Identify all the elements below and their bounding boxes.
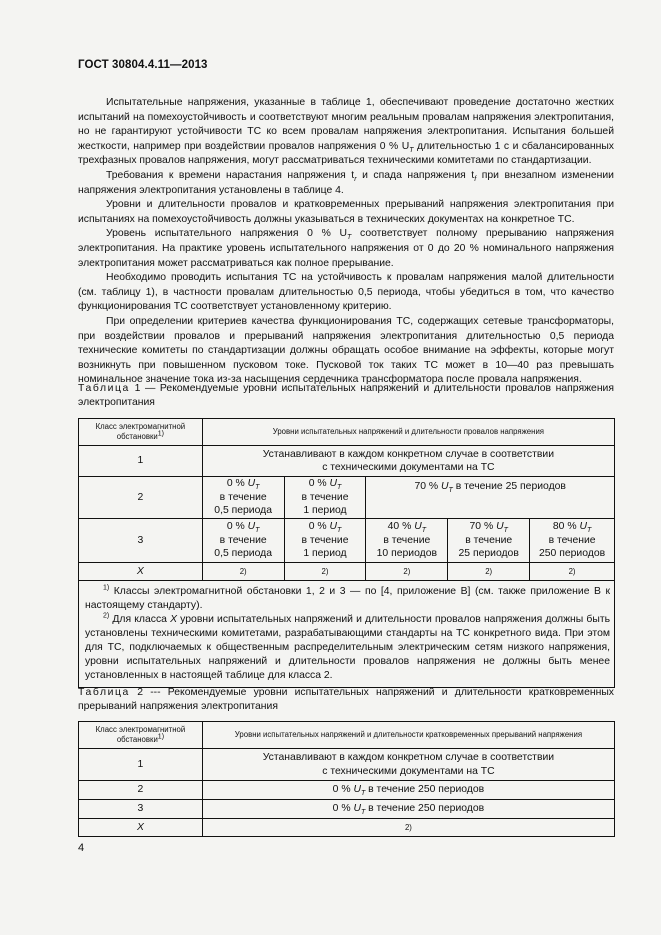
table-cell: 0 % $U_T$ в течение 1 период [284, 519, 366, 563]
table-row [79, 581, 615, 688]
document-header: ГОСТ 30804.4.11—2013 [78, 59, 208, 71]
table1-caption: Таблица 1 — Рекомендуемые уровни испытательных напряжений и длительности провалов напряжения электропитания [78, 383, 614, 408]
table-cell: 0 % $U_T$ в течение 250 периодов [202, 781, 614, 800]
table-row [79, 781, 615, 800]
table2-caption: Таблица 2 --- Рекомендуемые уровни испытательных напряжений и длительности кратковременных прерываний напряжения электропитания [78, 687, 614, 712]
table-cell: 2) [448, 563, 530, 581]
table-row [79, 819, 615, 837]
table1-col2-header: Уровни испытательных напряжений и длительности провалов напряжения [202, 419, 614, 446]
paragraph: При определении критериев качества функционирования ТС, содержащих сетевые трансформаторы, при воздействии провалов и прерываний напряжения электропитания длительностью 0,5 периода технические комитеты по стандартизации должны обращать особое внимание на эффекты, которые могут возникнуть при повышенном пусковом токе. Пусковой ток таких ТС может в 10—40 раз превышать номинальное значение тока из-за насыщения сердечника трансформатора после провала напряжения. [78, 315, 614, 386]
table1-footnotes: $^{1)}$ Классы электромагнитной обстановки 1, 2 и 3 — по [4, приложение B] (см. также приложение B к настоящему стандарту). $^{2)}$ Для класса X уровни испытательных напряжений и длительности провалов напряжения должны быть установлены техническими комитетами, разрабатывающими стандарты на ТС конкретного вида. При этом для ТС, подключаемых к общественным распределительным электрическим сетям низкого напряжения, уровни испытательных напряжений и длительности провалов напряжения не должны быть менее установленных в настоящей таблице для класса 2. [79, 581, 615, 688]
table-cell: 1 [79, 446, 203, 477]
table-cell: 70 % $U_T$ в течение 25 периодов [448, 519, 530, 563]
page-number: 4 [78, 842, 85, 854]
table-cell: 70 % $U_T$ в течение 25 периодов [366, 477, 615, 519]
table-cell: 0 % $U_T$ в течение 250 периодов [202, 800, 614, 819]
table-cell: 2 [79, 477, 203, 519]
table-row [79, 800, 615, 819]
table-cell: Устанавливают в каждом конкретном случае в соответствии с техническими документами на ТС [202, 749, 614, 781]
table-cell: 0 % $U_T$ в течение 0,5 периода [202, 519, 284, 563]
paragraph: Испытательные напряжения, указанные в таблице 1, обеспечивают проведение достаточно жестких испытаний на помехоустойчивость и соответствуют многим реальным провалам напряжения электропитания, но не гарантируют устойчивости ТС ко всем провалам напряжения электропитания. Испытания большей жесткости, например при воздействии провалов напряжения 0 % $U_T$ длительностью 1 с и сбалансированных трехфазных провалов напряжения, могут рассматриваться техническими комитетами по стандартизации. [78, 97, 614, 167]
table-cell: 3 [79, 800, 203, 819]
table-cell: 2 [79, 781, 203, 800]
table-cell: Устанавливают в каждом конкретном случае в соответствии с техническими документами на ТС [202, 446, 614, 477]
table-cell: 40 % $U_T$ в течение 10 периодов [366, 519, 448, 563]
table-cell: X [79, 563, 203, 581]
table-row [79, 519, 615, 563]
table2 [78, 721, 615, 837]
table-cell: 2) [202, 563, 284, 581]
table-cell: 0 % $U_T$ в течение 0,5 периода [202, 477, 284, 519]
table-cell: 2) [366, 563, 448, 581]
table-cell: 1 [79, 749, 203, 781]
table-row [79, 722, 615, 749]
paragraph: Необходимо проводить испытания ТС на устойчивость к провалам напряжения малой длительности (см. таблицу 1), в частности провалам длительностью 0,5 периода, чтобы убедиться в том, что качество функционирования ТС соответствует установленному критерию. [78, 272, 614, 313]
table2-col2-header: Уровни испытательных напряжений и длительности кратковременных прерываний напряжения [202, 722, 614, 749]
table1 [78, 418, 615, 688]
paragraph: Уровни и длительности провалов и кратковременных прерываний напряжения электропитания при испытаниях на помехоустойчивость должны указываться в технических документах на конкретное ТС. [78, 199, 614, 225]
paragraph: Требования к времени нарастания напряжения $t_r$ и спада напряжения $t_f$ при внезапном изменении напряжения электропитания установлены в таблице 4. [78, 169, 614, 196]
table-cell: 80 % $U_T$ в течение 250 периодов [530, 519, 615, 563]
table-row [79, 446, 615, 477]
table-cell: 2) [284, 563, 366, 581]
table-row [79, 419, 615, 446]
table-cell: 2) [530, 563, 615, 581]
table-row [79, 563, 615, 581]
table-cell: 2) [202, 819, 614, 837]
table-cell: X [79, 819, 203, 837]
table-row [79, 477, 615, 519]
table2-col1-header: Класс электромагнитной обстановки$^{1)}$ [79, 722, 203, 749]
body-text [78, 96, 614, 388]
paragraph: Уровень испытательного напряжения 0 % $U_T$ соответствует полному прерыванию напряжения электропитания. На практике уровень испытательного напряжения от 0 до 20 % номинального напряжения электропитания может рассматриваться как полное прерывание. [78, 228, 614, 269]
table1-col1-header: Класс электромагнитной обстановки$^{1)}$ [79, 419, 203, 446]
table-cell: 3 [79, 519, 203, 563]
table-cell: 0 % $U_T$ в течение 1 период [284, 477, 366, 519]
table-row [79, 749, 615, 781]
